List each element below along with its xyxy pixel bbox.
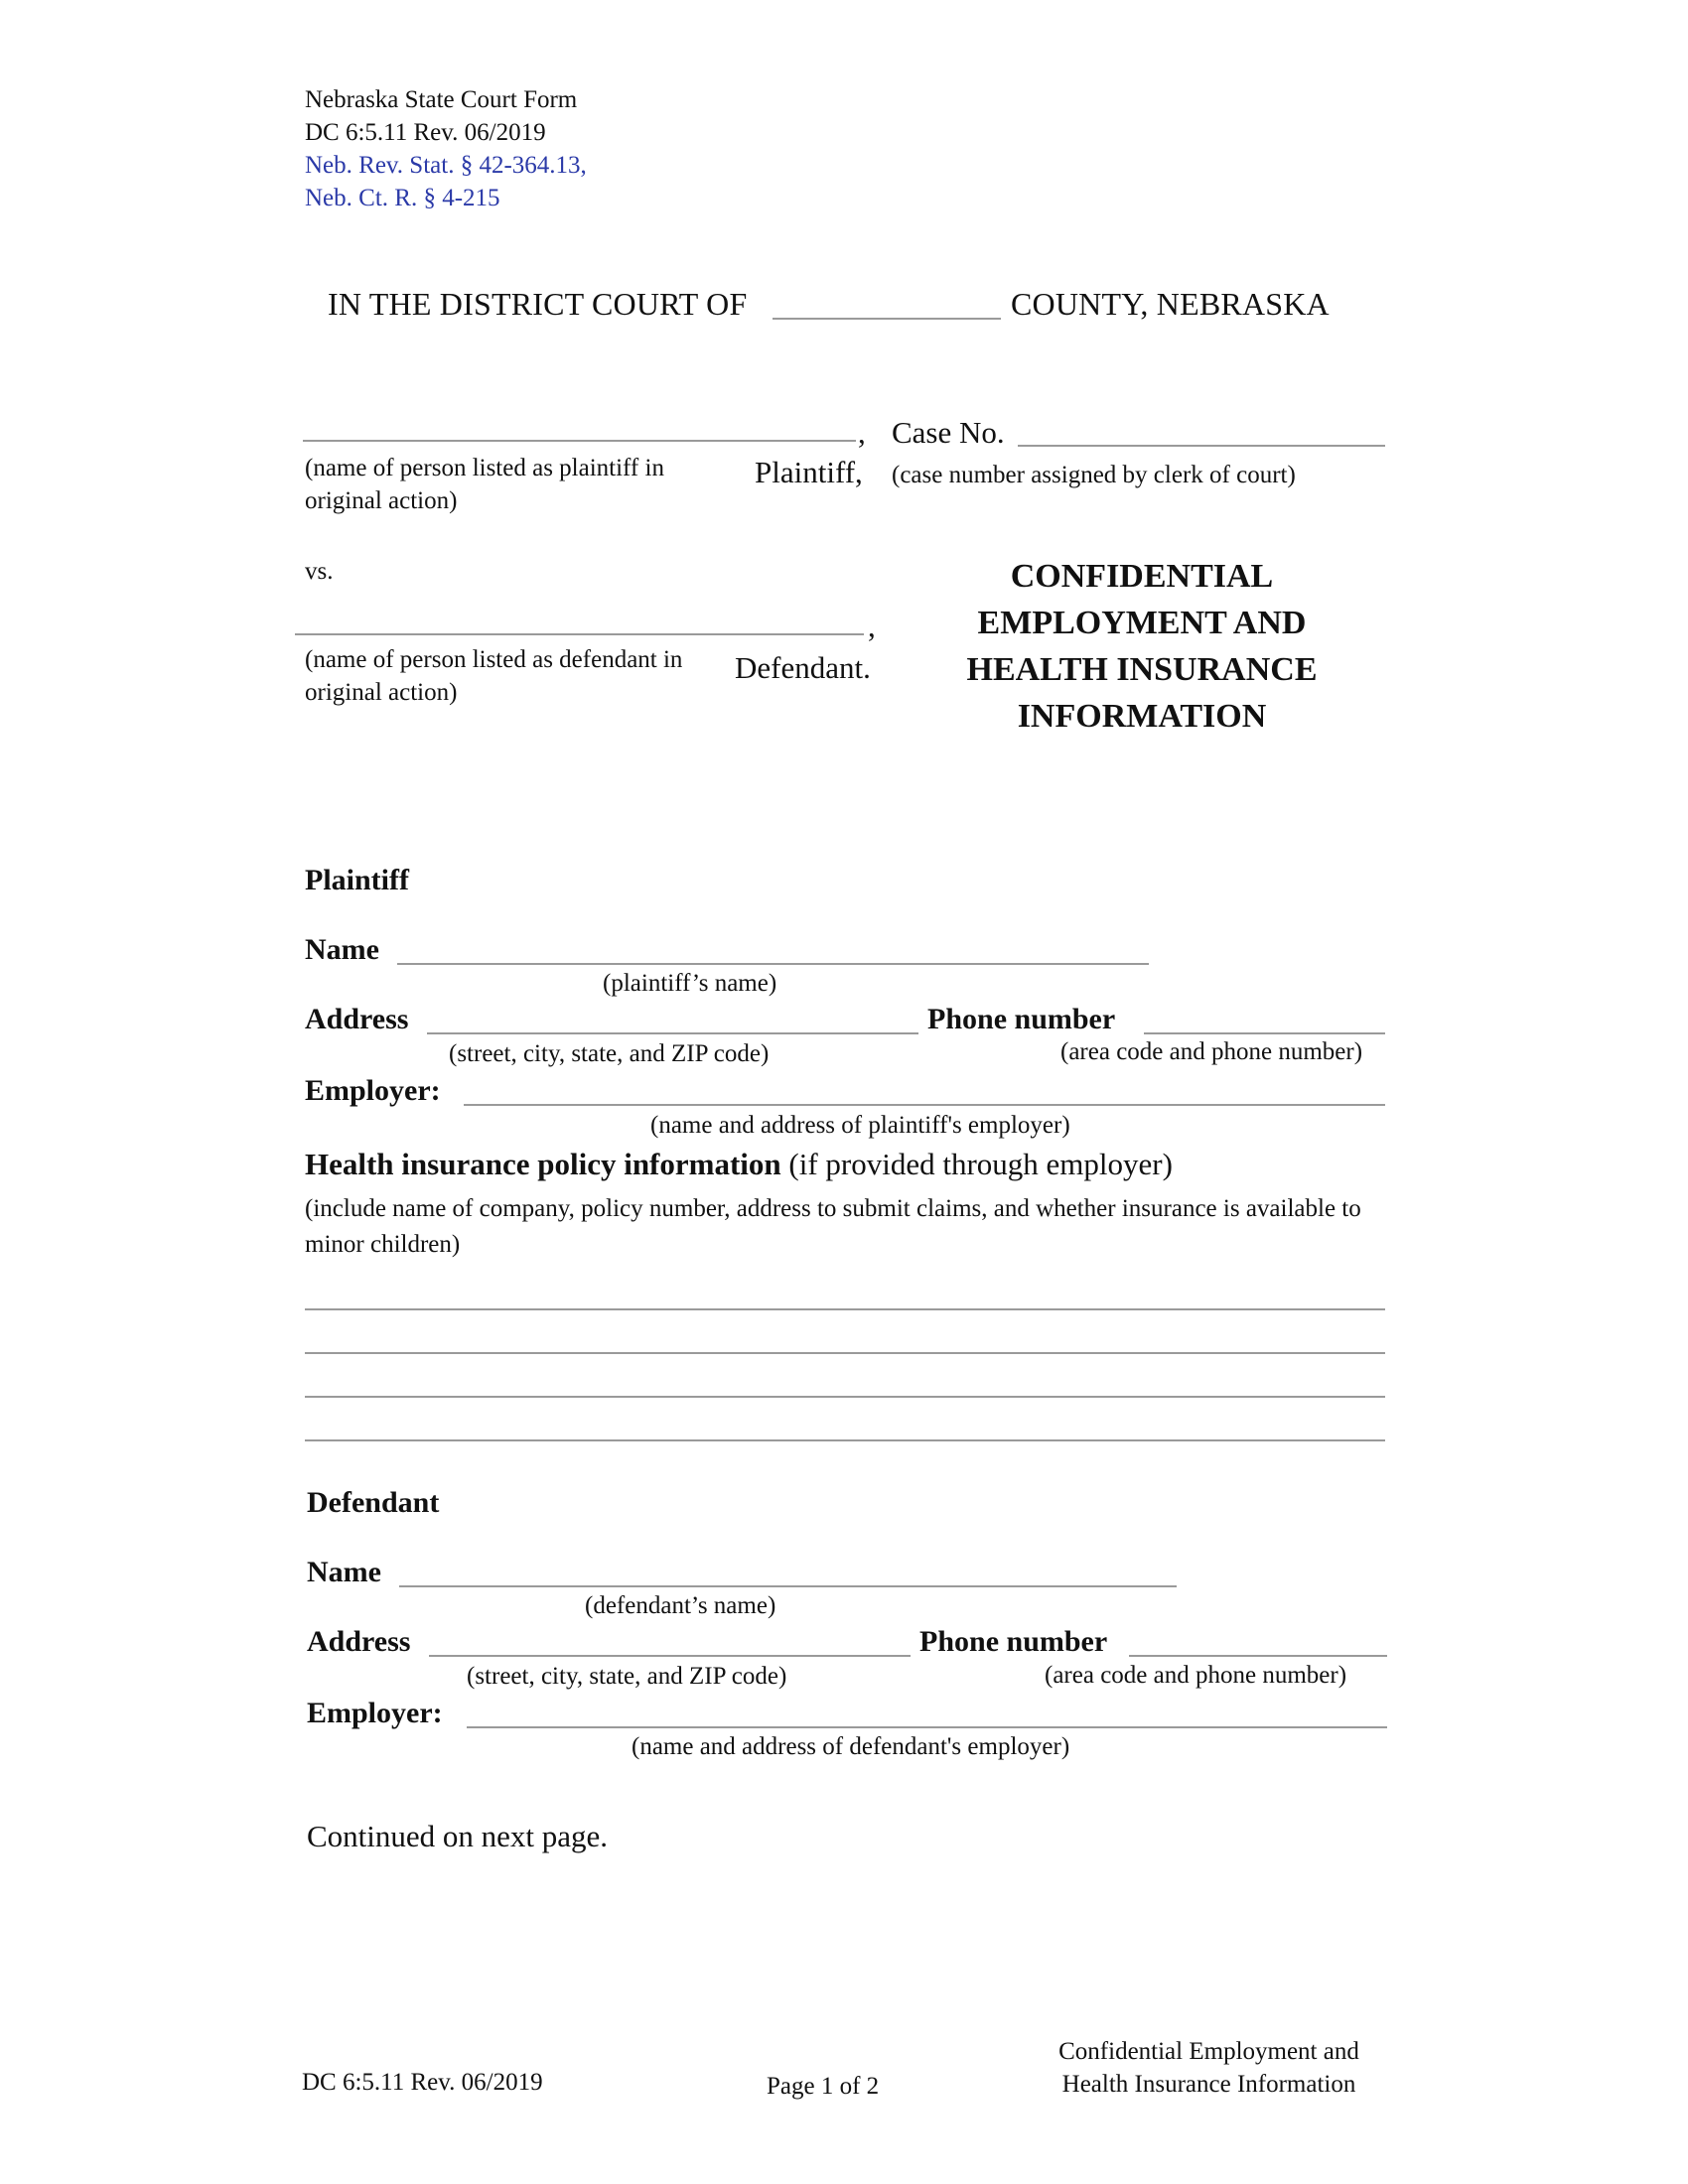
- defendant-original-hint: (name of person listed as defendant in original action): [305, 646, 683, 706]
- plaintiff-name-field[interactable]: [397, 963, 1149, 965]
- plaintiff-insurance-line-2[interactable]: [305, 1352, 1385, 1354]
- plaintiff-employer-label: Employer:: [305, 1074, 441, 1107]
- defendant-section-heading: Defendant: [307, 1486, 440, 1519]
- defendant-name-hint: (defendant’s name): [585, 1592, 776, 1619]
- form-code: DC 6:5.11 Rev. 06/2019: [305, 119, 546, 146]
- plaintiff-section-heading: Plaintiff: [305, 864, 409, 896]
- plaintiff-phone-label: Phone number: [927, 1003, 1116, 1035]
- plaintiff-phone-field[interactable]: [1144, 1032, 1385, 1034]
- defendant-name-label: Name: [307, 1556, 381, 1588]
- statute-link[interactable]: Neb. Rev. Stat. § 42-364.13,: [305, 152, 587, 179]
- county-field[interactable]: [773, 318, 1001, 320]
- plaintiff-insurance-line-4[interactable]: [305, 1439, 1385, 1441]
- footer-title-line-2: Health Insurance Information: [1061, 2071, 1356, 2098]
- defendant-label: Defendant.: [735, 650, 871, 685]
- defendant-phone-label: Phone number: [919, 1625, 1108, 1658]
- case-no-label: Case No.: [892, 415, 1005, 450]
- court-suffix: COUNTY, NEBRASKA: [1011, 286, 1330, 322]
- defendant-phone-hint: (area code and phone number): [1045, 1662, 1347, 1689]
- footer-page-number: Page 1 of 2: [767, 2073, 880, 2100]
- plaintiff-insurance-line-3[interactable]: [305, 1396, 1385, 1398]
- plaintiff-insurance-label: Health insurance policy information: [305, 1147, 781, 1181]
- plaintiff-insurance-heading: [305, 1147, 1173, 1182]
- plaintiff-address-label: Address: [305, 1003, 409, 1035]
- plaintiff-comma: ,: [858, 415, 866, 450]
- plaintiff-original-name-field[interactable]: [303, 440, 856, 442]
- plaintiff-insurance-suffix: (if provided through employer): [780, 1147, 1173, 1181]
- form-title-line: EMPLOYMENT AND: [977, 605, 1307, 641]
- form-title-line: HEALTH INSURANCE: [966, 651, 1318, 688]
- continued-note: Continued on next page.: [307, 1819, 609, 1853]
- defendant-address-field[interactable]: [429, 1655, 911, 1657]
- case-no-hint: (case number assigned by clerk of court): [892, 462, 1296, 488]
- form-header: [305, 83, 587, 214]
- defendant-address-hint: (street, city, state, and ZIP code): [467, 1663, 787, 1690]
- defendant-name-field[interactable]: [399, 1585, 1177, 1587]
- defendant-employer-hint: (name and address of defendant's employer): [632, 1733, 1070, 1760]
- defendant-phone-field[interactable]: [1129, 1655, 1387, 1657]
- plaintiff-insurance-line-1[interactable]: [305, 1308, 1385, 1310]
- plaintiff-name-hint: (plaintiff’s name): [603, 970, 777, 997]
- defendant-original-name-field[interactable]: [295, 633, 864, 635]
- versus-label: vs.: [305, 558, 334, 585]
- case-no-field[interactable]: [1018, 445, 1385, 447]
- footer-form-title: [1033, 2035, 1385, 2101]
- form-title-line: CONFIDENTIAL: [1010, 558, 1274, 595]
- plaintiff-employer-field[interactable]: [464, 1104, 1385, 1106]
- court-prefix: IN THE DISTRICT COURT OF: [328, 286, 748, 322]
- plaintiff-address-field[interactable]: [427, 1032, 918, 1034]
- court-rule-link[interactable]: Neb. Ct. R. § 4-215: [305, 185, 500, 211]
- plaintiff-original-hint: (name of person listed as plaintiff in original action): [305, 455, 664, 514]
- footer-title-line-1: Confidential Employment and: [1058, 2038, 1359, 2065]
- plaintiff-label: Plaintiff,: [755, 455, 863, 489]
- defendant-comma: ,: [868, 609, 876, 643]
- plaintiff-phone-hint: (area code and phone number): [1060, 1038, 1363, 1065]
- form-title: [914, 553, 1370, 740]
- defendant-address-label: Address: [307, 1625, 411, 1658]
- form-title-line: INFORMATION: [1017, 698, 1267, 735]
- plaintiff-name-label: Name: [305, 933, 379, 966]
- defendant-employer-field[interactable]: [467, 1726, 1387, 1728]
- plaintiff-employer-hint: (name and address of plaintiff's employer): [650, 1112, 1070, 1139]
- defendant-employer-label: Employer:: [307, 1697, 443, 1729]
- form-name: Nebraska State Court Form: [305, 86, 578, 113]
- footer-form-code: DC 6:5.11 Rev. 06/2019: [302, 2069, 543, 2096]
- plaintiff-insurance-hint: (include name of company, policy number, address to submit claims, and whether insurance is available to minor children): [305, 1195, 1361, 1258]
- plaintiff-address-hint: (street, city, state, and ZIP code): [449, 1040, 770, 1067]
